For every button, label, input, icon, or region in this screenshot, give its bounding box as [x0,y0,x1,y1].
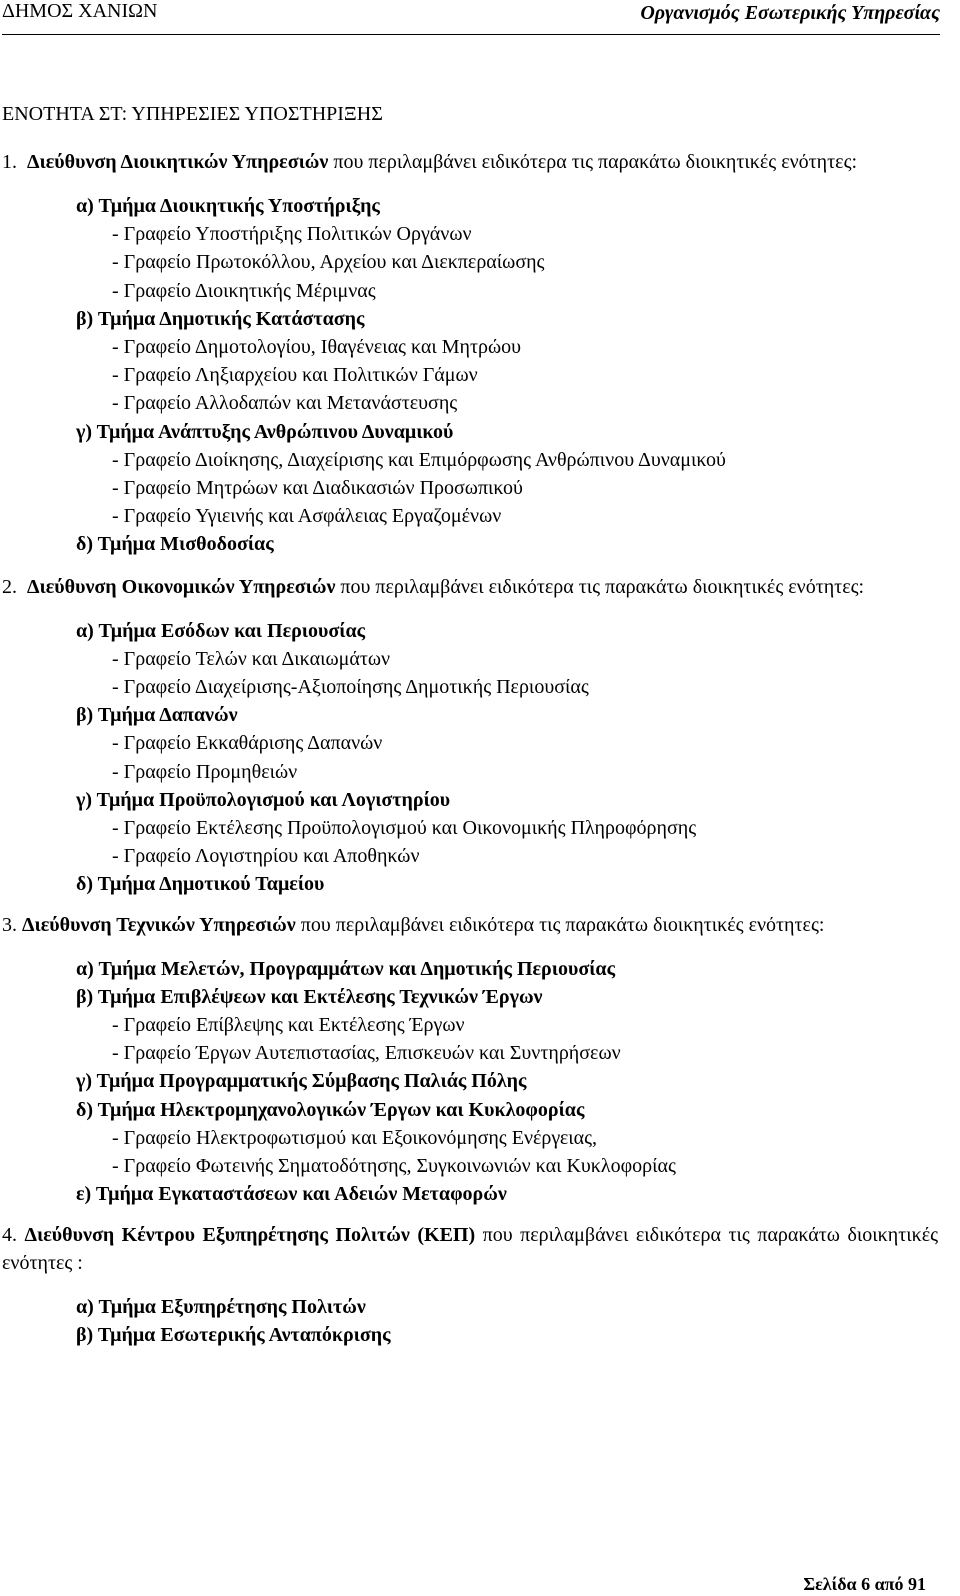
office: - Γραφείο Τελών και Δικαιωμάτων [112,647,391,670]
page-number: Σελίδα 6 από 91 [803,1574,926,1594]
directorate-title: Διεύθυνση Κέντρου Εξυπηρέτησης Πολιτών (ΚΕΠ) [24,1223,476,1246]
directorate-2-units [2,617,938,899]
department: γ) Τμήμα Προϋπολογισμού και Λογιστηρίου [76,788,451,811]
department: γ) Τμήμα Ανάπτυξης Ανθρώπινου Δυναμικού [76,420,454,443]
document-body [2,100,938,1349]
office: - Γραφείο Ληξιαρχείου και Πολιτικών Γάμων [112,364,478,387]
department: ε) Τμήμα Εγκαταστάσεων και Αδειών Μεταφορών [76,1183,507,1206]
department: β) Τμήμα Επιβλέψεων και Εκτέλεσης Τεχνικών Έργων [76,985,543,1008]
office: - Γραφείο Επίβλεψης και Εκτέλεσης Έργων [112,1014,465,1037]
directorate-1-units [2,192,938,559]
directorate-number: 4. [2,1223,17,1246]
directorate-description: που περιλαμβάνει ειδικότερα τις παρακάτω διοικητικές ενότητες : [2,1223,939,1274]
directorate-2 [2,573,938,601]
office: - Γραφείο Υγιεινής και Ασφάλειας Εργαζομένων [112,505,502,528]
office: - Γραφείο Πρωτοκόλλου, Αρχείου και Διεκπεραίωσης [112,251,545,274]
directorate-description: που περιλαμβάνει ειδικότερα τις παρακάτω διοικητικές ενότητες: [333,151,858,173]
office: - Γραφείο Διοικητικής Μέριμνας [112,279,376,302]
directorate-4-units [2,1293,938,1349]
directorate-title: Διεύθυνση Οικονομικών Υπηρεσιών [27,575,336,598]
directorate-1 [2,148,938,176]
department: δ) Τμήμα Δημοτικού Ταμείου [76,873,325,896]
department: α) Τμήμα Εξυπηρέτησης Πολιτών [76,1295,366,1318]
office: - Γραφείο Προμηθειών [112,760,298,783]
office: - Γραφείο Ηλεκτροφωτισμού και Εξοικονόμησης Ενέργειας, [112,1126,598,1149]
directorate-title: Διεύθυνση Τεχνικών Υπηρεσιών [22,913,296,936]
department: β) Τμήμα Δαπανών [76,704,238,727]
department: β) Τμήμα Εσωτερικής Ανταπόκρισης [76,1323,391,1346]
department: α) Τμήμα Μελετών, Προγραμμάτων και Δημοτικής Περιουσίας [76,957,616,980]
directorate-number: 2. [2,575,17,598]
office: - Γραφείο Διοίκησης, Διαχείρισης και Επιμόρφωσης Ανθρώπινου Δυναμικού [112,448,726,471]
document-title: Οργανισμός Εσωτερικής Υπηρεσίας [640,2,940,24]
office: - Γραφείο Διαχείρισης-Αξιοποίησης Δημοτικής Περιουσίας [112,676,589,699]
directorate-3 [2,911,938,939]
office: - Γραφείο Λογιστηρίου και Αποθηκών [112,845,420,868]
directorate-description: που περιλαμβάνει ειδικότερα τις παρακάτω διοικητικές ενότητες: [340,575,865,598]
department: β) Τμήμα Δημοτικής Κατάστασης [76,307,365,330]
directorate-number: 1. [2,151,17,173]
section-heading: ΕΝΟΤΗΤΑ ΣΤ: ΥΠΗΡΕΣΙΕΣ ΥΠΟΣΤΗΡΙΞΗΣ [2,103,383,125]
header-divider [2,34,940,35]
directorate-3-units [2,955,938,1209]
department: γ) Τμήμα Προγραμματικής Σύμβασης Παλιάς Πόλης [76,1070,527,1093]
office: - Γραφείο Έργων Αυτεπιστασίας, Επισκευών και Συντηρήσεων [112,1042,621,1065]
department: α) Τμήμα Εσόδων και Περιουσίας [76,619,366,642]
office: - Γραφείο Μητρώων και Διαδικασιών Προσωπικού [112,477,523,500]
directorate-4 [2,1221,938,1277]
directorate-title: Διεύθυνση Διοικητικών Υπηρεσιών [27,151,329,173]
directorate-number: 3. [2,913,17,936]
municipality-name: ΔΗΜΟΣ ΧΑΝΙΩΝ [2,0,158,22]
office: - Γραφείο Αλλοδαπών και Μετανάστευσης [112,392,458,415]
page-header [2,0,940,36]
office: - Γραφείο Υποστήριξης Πολιτικών Οργάνων [112,223,472,246]
office: - Γραφείο Εκκαθάρισης Δαπανών [112,732,383,755]
office: - Γραφείο Δημοτολογίου, Ιθαγένειας και Μητρώου [112,336,522,359]
department: δ) Τμήμα Ηλεκτρομηχανολογικών Έργων και Κυκλοφορίας [76,1098,585,1121]
department: α) Τμήμα Διοικητικής Υποστήριξης [76,195,380,217]
office: - Γραφείο Εκτέλεσης Προϋπολογισμού και Οικονομικής Πληροφόρησης [112,817,697,840]
department: δ) Τμήμα Μισθοδοσίας [76,533,274,556]
directorate-description: που περιλαμβάνει ειδικότερα τις παρακάτω διοικητικές ενότητες: [300,913,825,936]
office: - Γραφείο Φωτεινής Σηματοδότησης, Συγκοινωνιών και Κυκλοφορίας [112,1155,676,1178]
